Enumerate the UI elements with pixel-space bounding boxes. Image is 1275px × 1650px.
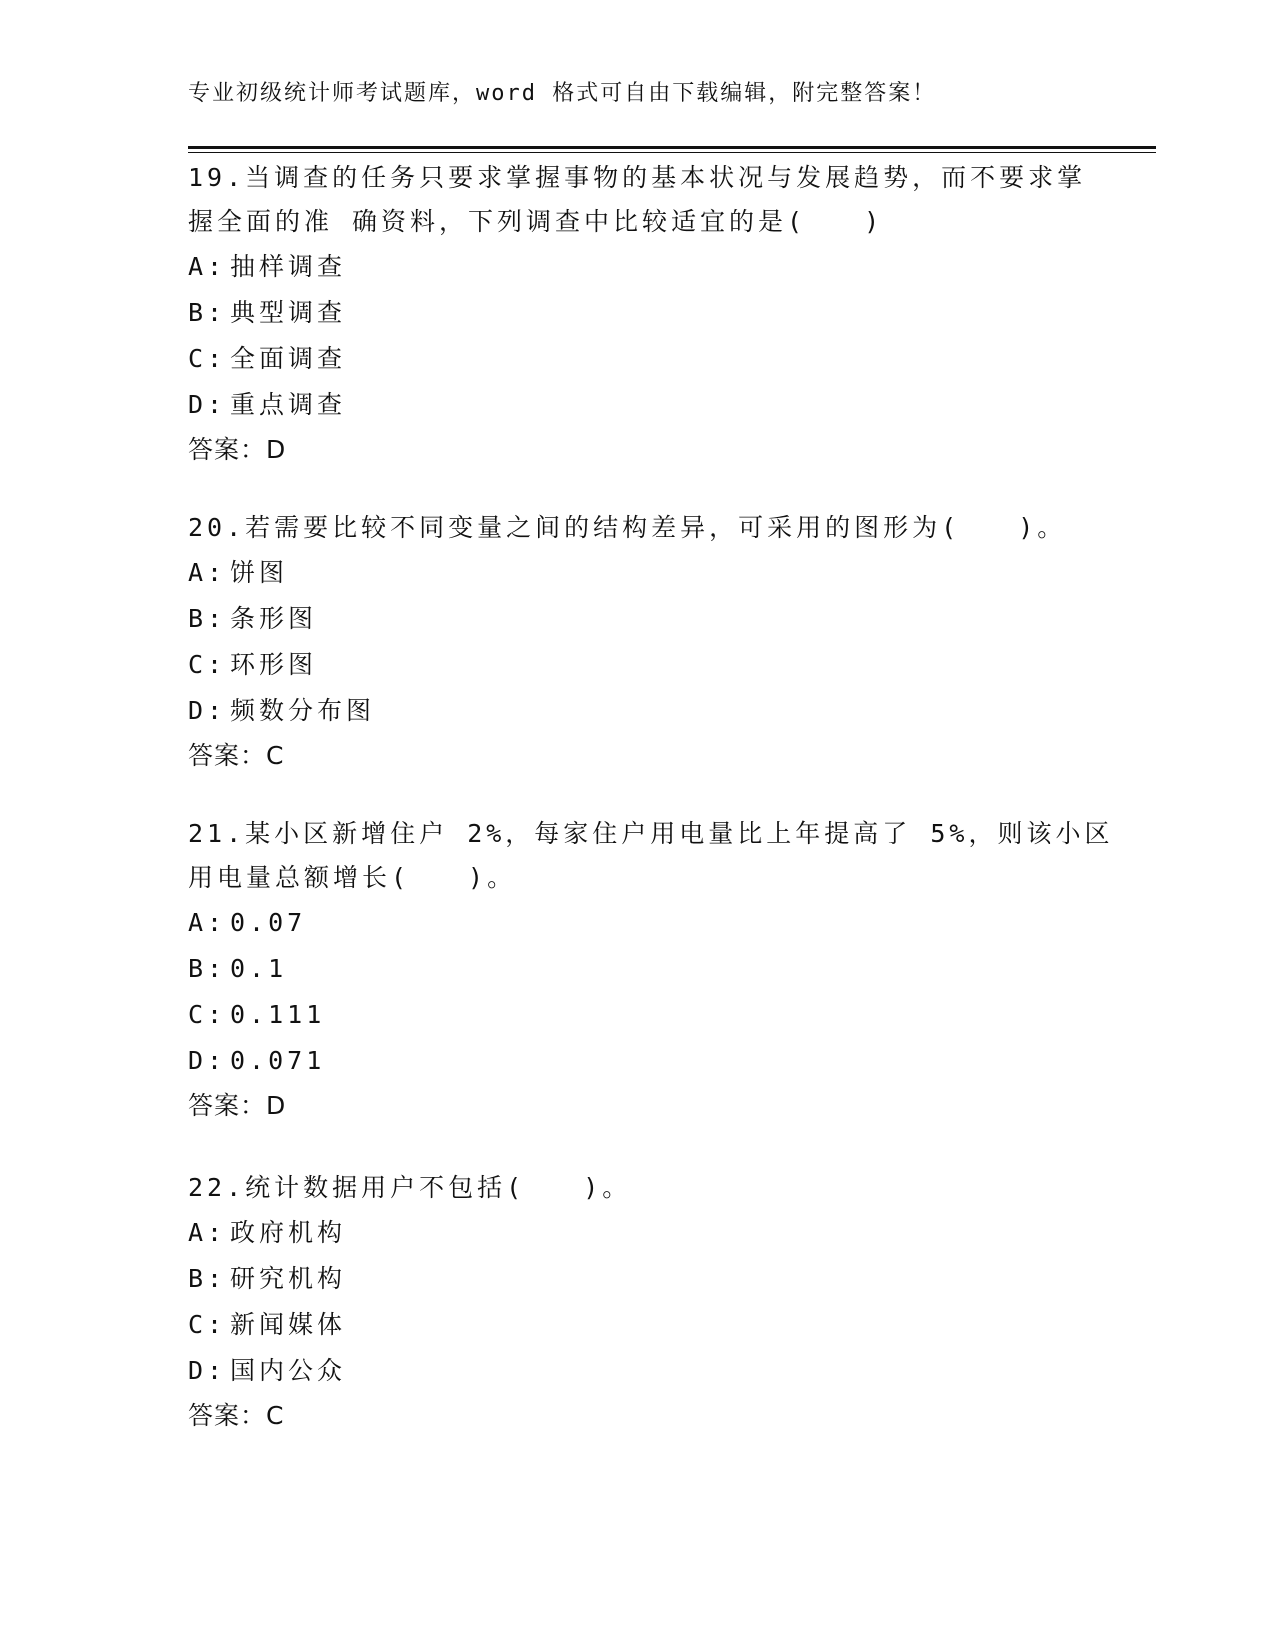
answer-line: 答案：C	[188, 741, 285, 770]
option-text: 频数分布图	[230, 696, 376, 725]
option-key: D:	[188, 390, 227, 419]
question-stem-line: 握全面的准 确资料，下列调查中比较适宜的是( )	[188, 207, 884, 236]
header-rule-thick	[188, 146, 1156, 149]
option-c	[188, 336, 1088, 382]
option-text: 环形图	[230, 650, 318, 679]
question-stem-line: 22.统计数据用户不包括( )。	[188, 1173, 632, 1202]
question-19	[188, 156, 1088, 472]
option-key: C:	[188, 1000, 227, 1029]
option-c	[188, 1302, 1088, 1348]
question-21	[188, 812, 1114, 1128]
option-b	[188, 596, 1088, 642]
option-text: 重点调查	[230, 390, 347, 419]
option-c	[188, 992, 1088, 1038]
option-key: D:	[188, 696, 227, 725]
option-text: 0.071	[230, 1046, 326, 1075]
option-text: 饼图	[230, 558, 289, 587]
option-key: A:	[188, 558, 227, 587]
question-20	[188, 506, 1088, 778]
option-text: 国内公众	[230, 1356, 347, 1385]
option-text: 条形图	[230, 604, 318, 633]
option-key: A:	[188, 908, 227, 937]
option-a	[188, 900, 1088, 946]
option-c	[188, 642, 1088, 688]
option-key: A:	[188, 252, 227, 281]
option-text: 研究机构	[230, 1264, 347, 1293]
question-22	[188, 1166, 1088, 1438]
option-text: 0.111	[230, 1000, 326, 1029]
option-key: C:	[188, 1310, 227, 1339]
option-d	[188, 382, 1088, 428]
option-text: 0.1	[230, 954, 288, 983]
option-key: B:	[188, 954, 227, 983]
option-a	[188, 550, 1088, 596]
question-stem-line: 20.若需要比较不同变量之间的结构差异，可采用的图形为( )。	[188, 513, 1067, 542]
option-text: 典型调查	[230, 298, 347, 327]
option-key: C:	[188, 344, 227, 373]
option-d	[188, 1038, 1088, 1084]
question-stem-line: 用电量总额增长( )。	[188, 863, 517, 892]
option-text: 政府机构	[230, 1218, 347, 1247]
option-key: B:	[188, 604, 227, 633]
page-header: 专业初级统计师考试题库，word 格式可自由下载编辑，附完整答案！	[188, 81, 937, 106]
answer-line: 答案：C	[188, 1401, 285, 1430]
option-a	[188, 244, 1088, 290]
option-b	[188, 1256, 1088, 1302]
option-key: D:	[188, 1046, 227, 1075]
option-text: 新闻媒体	[230, 1310, 347, 1339]
question-stem-line: 19.当调查的任务只要求掌握事物的基本状况与发展趋势，而不要求掌	[188, 163, 1087, 192]
option-d	[188, 1348, 1088, 1394]
header-rule-thin	[188, 152, 1156, 153]
option-key: C:	[188, 650, 227, 679]
option-b	[188, 946, 1088, 992]
option-text: 抽样调查	[230, 252, 347, 281]
option-key: A:	[188, 1218, 227, 1247]
option-text: 0.07	[230, 908, 307, 937]
option-key: B:	[188, 298, 227, 327]
option-key: B:	[188, 1264, 227, 1293]
option-d	[188, 688, 1088, 734]
answer-line: 答案：D	[188, 1091, 287, 1120]
option-text: 全面调查	[230, 344, 347, 373]
question-stem-line: 21.某小区新增住户 2%，每家住户用电量比上年提高了 5%，则该小区	[188, 819, 1114, 848]
option-a	[188, 1210, 1088, 1256]
option-b	[188, 290, 1088, 336]
answer-line: 答案：D	[188, 435, 287, 464]
option-key: D:	[188, 1356, 227, 1385]
